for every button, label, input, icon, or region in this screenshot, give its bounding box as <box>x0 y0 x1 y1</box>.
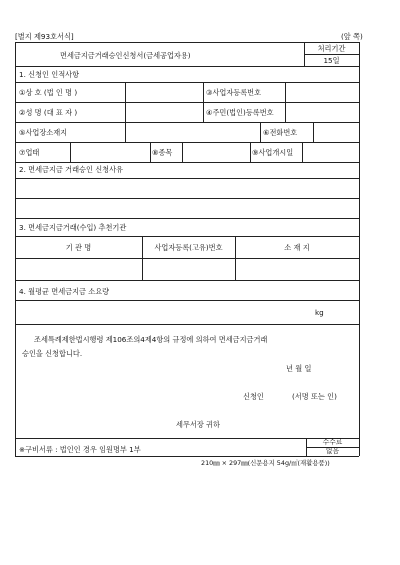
business-start-date-field[interactable] <box>303 143 358 161</box>
title-row-bottom <box>15 66 359 67</box>
s4-line-b <box>15 324 359 325</box>
paper-spec: 210㎜ × 297㎜(신문용지 54g/㎡(재활용품)) <box>201 459 330 467</box>
s1-line-e <box>15 162 359 163</box>
agency-name-field[interactable] <box>16 259 141 279</box>
addressee: 세무서장 귀하 <box>176 420 220 429</box>
section2-heading: 2. 면세금지금 거래승인 신청사유 <box>19 165 123 174</box>
application-reason-field[interactable] <box>16 179 358 217</box>
business-address-field[interactable] <box>126 123 259 141</box>
business-item-field[interactable] <box>183 143 249 161</box>
statement-date-line: 년 월 일 <box>286 364 312 373</box>
form-right-border <box>359 42 360 456</box>
s1-v8 <box>150 142 151 162</box>
agency-reg-no-header: 사업자등록(고유)번호 <box>154 243 223 252</box>
form-number: [별지 제93호서식] <box>15 32 74 41</box>
business-reg-no-label: ③사업자등록번호 <box>206 88 262 97</box>
processing-mid-line <box>304 54 359 55</box>
business-start-date-label: ⑨사업개시일 <box>252 148 294 157</box>
representative-label: ②성 명 (대 표 자 ) <box>19 108 78 117</box>
s3-line-c <box>15 280 359 281</box>
statement-body-line1: 조세특례제한법시행령 제106조의4제4항의 규정에 의하여 면세금지금거래 <box>34 335 268 344</box>
processing-period-label: 처리기간 <box>317 44 346 53</box>
attachments-note: ※구비서류 : 법인인 경우 임원명부 1부 <box>19 445 141 454</box>
statement-body-line2: 승인을 신청합니다. <box>22 349 83 358</box>
business-address-label: ⑤사업장소재지 <box>19 128 68 137</box>
s2-line-c <box>15 218 359 219</box>
quantity-unit: kg <box>315 308 324 317</box>
representative-field[interactable] <box>126 103 202 121</box>
section1-heading: 1. 신청인 인적사항 <box>19 70 80 79</box>
applicant-name-field[interactable] <box>270 390 290 402</box>
section3-heading: 3. 면세금지금거래(수입) 추천기관 <box>19 223 127 232</box>
monthly-quantity-field[interactable] <box>16 301 316 323</box>
applicant-label: 신청인 <box>243 392 264 401</box>
s1-v10 <box>250 142 251 162</box>
agency-reg-no-field[interactable] <box>143 259 234 279</box>
resident-reg-no-label: ④주민(법인)등록번호 <box>206 108 274 117</box>
form-top-border <box>15 42 359 43</box>
form-bottom-border <box>15 456 359 457</box>
agency-name-header: 기 관 명 <box>65 243 92 252</box>
resident-reg-no-field[interactable] <box>286 103 358 121</box>
s1-v5 <box>260 122 261 142</box>
fee-label: 수수료 <box>322 438 343 446</box>
phone-label: ⑥전화번호 <box>263 128 298 137</box>
business-type-field[interactable] <box>71 143 149 161</box>
company-name-field[interactable] <box>126 83 202 101</box>
phone-field[interactable] <box>314 123 358 141</box>
section4-heading: 4. 월평균 면세금지금 소요량 <box>19 287 110 296</box>
agency-address-field[interactable] <box>236 259 358 279</box>
business-item-label: ⑧종목 <box>152 148 173 157</box>
processing-period-value: 15일 <box>323 56 340 65</box>
business-reg-no-field[interactable] <box>286 83 358 101</box>
fee-value: 없음 <box>325 447 340 455</box>
s1-v2 <box>203 82 204 122</box>
agency-address-header: 소 재 지 <box>284 243 310 252</box>
signature-note: (서명 또는 인) <box>292 392 337 401</box>
company-name-label: ①상 호 (법 인 명 ) <box>19 88 78 97</box>
business-type-label: ⑦업태 <box>19 148 40 157</box>
paper-side-label: (앞 쪽) <box>341 32 363 41</box>
s3-line-a <box>15 236 359 237</box>
form-title: 면세금지금거래승인신청서(금세공업자용) <box>60 51 191 60</box>
